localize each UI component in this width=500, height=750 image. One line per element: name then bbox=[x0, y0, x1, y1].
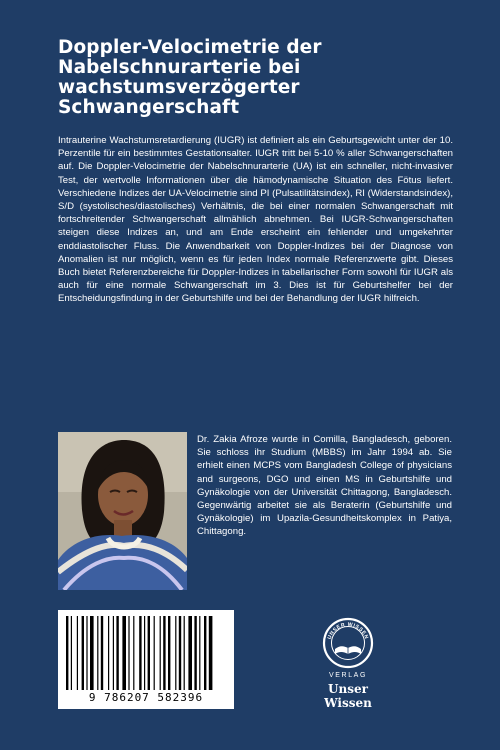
author-bio: Dr. Zakia Afroze wurde in Comilla, Bangladesch, geboren. Sie schloss ihr Studium (MBBS) im Jahr 1994 ab. Sie erhielt einen MCPS vom Bangladesh College of physicians and surgeons, DGO und einen MS in Geburtshilfe und Gynäkologie von der Universität Chittagong, Bangladesch. Gegenwärtig arbeitet sie als Beraterin (Geburtshilfe und Gynäkologie) im Upazila-Gesundheitskomplex in Patiya, Chittagong. bbox=[197, 434, 452, 538]
barcode-bar bbox=[163, 616, 165, 690]
barcode-bar bbox=[209, 616, 213, 690]
isbn-barcode bbox=[58, 610, 234, 709]
book-title: Doppler-Velocimetrie der Nabelschnurarterie bei wachstumsverzögerter Schwangerschaft bbox=[58, 37, 322, 118]
barcode-bar bbox=[204, 616, 206, 690]
barcode-bar bbox=[116, 616, 118, 690]
barcode-bar bbox=[82, 616, 84, 690]
barcode-bar bbox=[139, 616, 141, 690]
barcode-bar bbox=[160, 616, 161, 690]
barcode-bar bbox=[97, 616, 98, 690]
barcode-bar bbox=[154, 616, 155, 690]
barcode-bar bbox=[86, 616, 87, 690]
publisher-emblem-text: UNSER WISSEN bbox=[326, 621, 370, 641]
publisher-name: Unser Wissen bbox=[324, 682, 372, 710]
publisher-logo bbox=[304, 617, 392, 710]
barcode-bar bbox=[179, 616, 181, 690]
barcode-bar bbox=[184, 616, 185, 690]
barcode-bar bbox=[148, 616, 150, 690]
barcode-bar bbox=[122, 616, 126, 690]
isbn-barcode-icon bbox=[65, 616, 225, 690]
barcode-bar bbox=[199, 616, 200, 690]
barcode-bar bbox=[133, 616, 134, 690]
author-photo bbox=[58, 432, 187, 590]
barcode-bar bbox=[113, 616, 114, 690]
barcode-bar bbox=[77, 616, 78, 690]
barcode-bar bbox=[188, 616, 192, 690]
barcode-bar bbox=[194, 616, 196, 690]
barcode-bar bbox=[128, 616, 129, 690]
barcode-bar bbox=[101, 616, 103, 690]
barcode-bar bbox=[175, 616, 176, 690]
barcode-bar bbox=[168, 616, 170, 690]
open-book-emblem-icon bbox=[322, 617, 374, 669]
barcode-bar bbox=[66, 616, 68, 690]
barcode-bar bbox=[144, 616, 145, 690]
barcode-bar bbox=[90, 616, 94, 690]
publisher-label: VERLAG bbox=[329, 672, 367, 679]
barcode-bar bbox=[108, 616, 109, 690]
book-description: Intrauterine Wachstumsretardierung (IUGR) ist definiert als ein Geburtsgewicht unter der 10. Perzentile für ein bestimmtes Gestationsalter. IUGR tritt bei 5-10 % aller Schwangerschaften auf. Die Doppler-Velocimetrie der Nabelschnurarterie (UA) ist ein schneller, nicht-invasiver Test, der wertvolle Informationen über die hämodynamische Situation des Fötus liefert. Verschiedene Indizes der UA-Velocimetrie sind PI (Pulsatilitätsindex), RI (Widerstandsindex), S/D (systolisches/diastolisches) Verhältnis, die bei einer normalen Schwangerschaft mit fortschreitender Schwangerschaft allmählich abnehmen. Bei IUGR-Schwangerschaften steigen diese Indizes an, und am Ende erscheint ein fehlender und umgekehrter enddiastolischer Fluss. Die Anwendbarkeit von Doppler-Indizes bei der Diagnose von Anomalien ist nur möglich, wenn es für jeden Index normale Referenzwerte gibt. Dieses Buch bietet Referenzbereiche für Doppler-Indizes in tabellarischer Form sowohl für IUGR als auch für eine normale Schwangerschaft im 3. Dies ist für Geburtshelfer bei der Entscheidungsfindung in der Geburtshilfe und bei der Behandlung der IUGR hilfreich. bbox=[58, 135, 453, 305]
isbn-number: 9 786207 582396 bbox=[88, 691, 204, 704]
barcode-bar bbox=[71, 616, 72, 690]
